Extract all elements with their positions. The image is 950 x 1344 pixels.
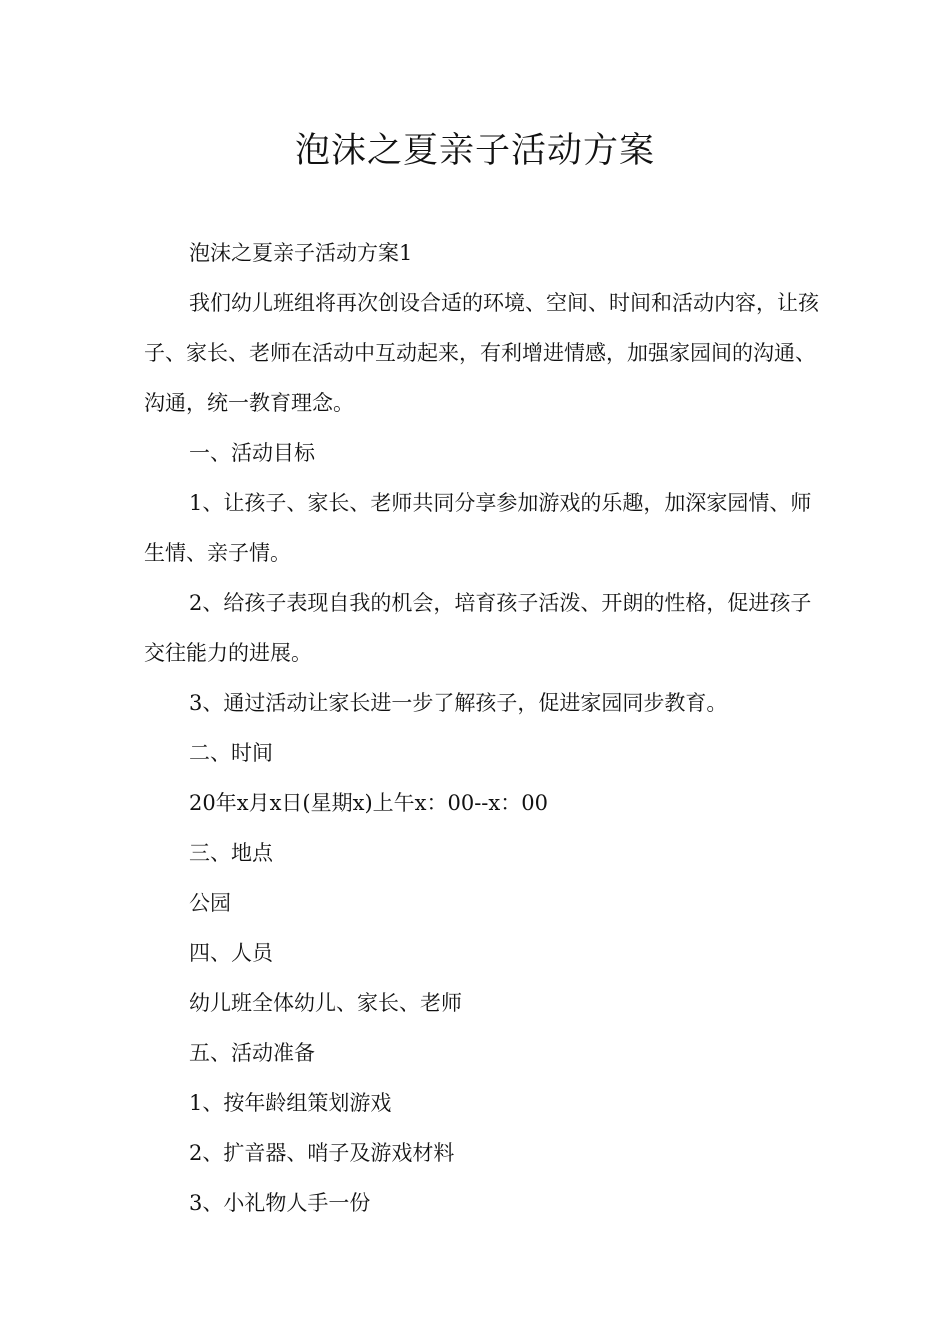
people-value: 幼儿班全体幼儿、家长、老师 [189, 991, 462, 1015]
goal-item-1: 1、让孩子、家长、老师共同分享参加游戏的乐趣，加深家园情、师生情、亲子情。 [144, 491, 812, 565]
goal-item-3: 3、通过活动让家长进一步了解孩子，促进家园同步教育。 [189, 691, 728, 715]
section-heading-preparation: 五、活动准备 [189, 1041, 315, 1065]
preparation-item-2: 2、扩音器、哨子及游戏材料 [189, 1141, 455, 1165]
section-heading-location: 三、地点 [189, 841, 273, 865]
preparation-item-3: 3、小礼物人手一份 [189, 1191, 371, 1215]
location-value: 公园 [189, 891, 231, 915]
section-heading-plan-1: 泡沫之夏亲子活动方案1 [189, 241, 413, 265]
document-title: 泡沫之夏亲子活动方案 [294, 131, 655, 171]
document-body [144, 228, 830, 1228]
section-heading-goals: 一、活动目标 [189, 441, 315, 465]
section-heading-time: 二、时间 [189, 741, 273, 765]
goal-item-2: 2、给孩子表现自我的机会，培育孩子活泼、开朗的性格，促进孩子交往能力的进展。 [144, 591, 812, 665]
section-heading-people: 四、人员 [189, 941, 273, 965]
preparation-item-1: 1、按年龄组策划游戏 [189, 1091, 392, 1115]
time-value: 20年x月x日(星期x)上午x：00--x：00 [189, 791, 548, 815]
intro-paragraph: 我们幼儿班组将再次创设合适的环境、空间、时间和活动内容，让孩子、家长、老师在活动中互动起来，有利增进情感，加强家园间的沟通、沟通，统一教育理念。 [144, 291, 819, 415]
